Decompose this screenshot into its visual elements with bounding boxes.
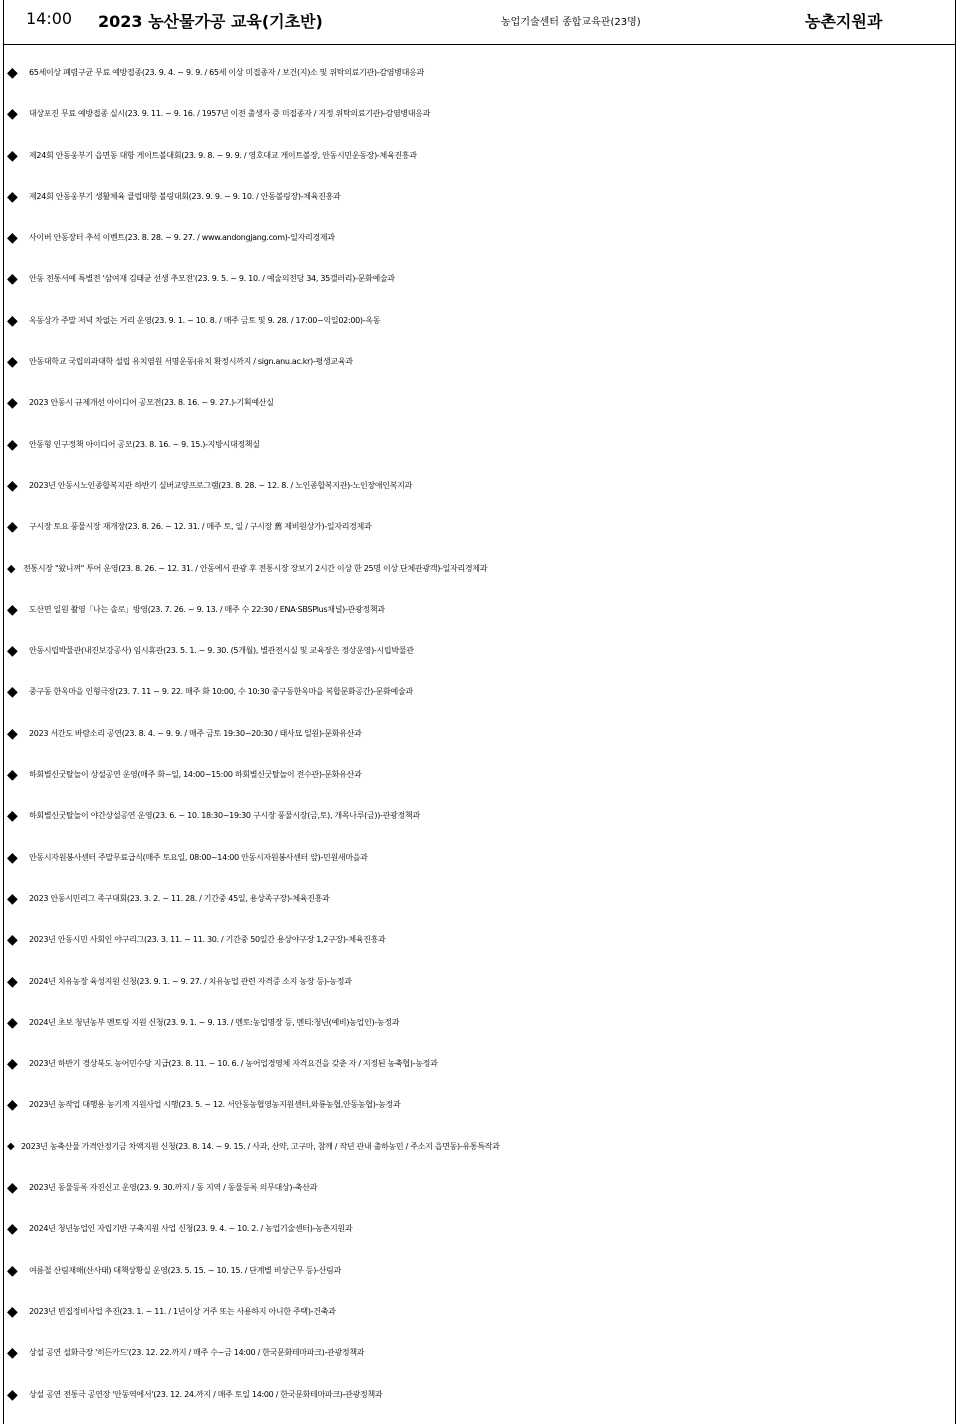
diamond-bullet-icon: ◆ <box>7 561 16 575</box>
list-item-text: 중구동 한옥마을 인형극장(23. 7. 11 ~ 9. 22. 매주 화 10:00, 수 10:30 중구동한옥마을 복합문화공간)-문화예술과 <box>29 687 413 697</box>
header-location: 농업기술센터 종합교육관(23명) <box>501 17 641 28</box>
diamond-bullet-icon: ◆ <box>7 767 18 784</box>
diamond-bullet-icon: ◆ <box>7 519 18 536</box>
list-item <box>0 971 960 1012</box>
list-item <box>0 145 960 186</box>
list-item <box>0 1012 960 1053</box>
list-item <box>0 434 960 475</box>
list-item <box>0 1342 960 1383</box>
diamond-bullet-icon: ◆ <box>7 1014 18 1031</box>
list-item-text: 2024년 청년농업인 자립기반 구축지원 사업 신청(23. 9. 4. ~ 10. 2. / 농업기술센터)-농촌지원과 <box>29 1224 353 1234</box>
list-item <box>0 1218 960 1259</box>
header-title: 2023 농산물가공 교육(기초반) <box>98 12 323 31</box>
diamond-bullet-icon: ◆ <box>7 808 18 825</box>
diamond-bullet-icon: ◆ <box>7 849 18 866</box>
list-item-text: 안동형 인구정책 아이디어 공모(23. 8. 16. ~ 9. 15.)-지방시대정책실 <box>29 439 260 449</box>
list-item <box>0 351 960 392</box>
schedule-header <box>0 0 960 44</box>
list-item-text: 구시장 토요 풍물시장 재개장(23. 8. 26. ~ 12. 31. / 매주 토, 일 / 구시장 舊 제비원상가)-일자리경제과 <box>29 522 372 532</box>
list-item <box>0 1384 960 1425</box>
list-item <box>0 929 960 970</box>
diamond-bullet-icon: ◆ <box>7 312 18 329</box>
list-item-text: 2023년 안동시노인종합복지관 하반기 실버교양프로그램(23. 8. 28. ~ 12. 8. / 노인종합복지관)-노인장애인복지과 <box>29 480 412 490</box>
header-department: 농촌지원과 <box>805 12 883 31</box>
list-item-text: 상설 공연 설화극장 '히든카드'(23. 12. 22.까지 / 매주 수~금 14:00 / 한국문화테마파크)-관광정책과 <box>29 1348 365 1358</box>
diamond-bullet-icon: ◆ <box>7 601 18 618</box>
list-item <box>0 1136 960 1177</box>
list-item <box>0 1260 960 1301</box>
list-item-text: 제24회 안동웅부기 생활체육 클럽대항 볼링대회(23. 9. 9. ~ 9. 10. / 안동볼링장)-체육진흥과 <box>29 191 341 201</box>
list-item <box>0 847 960 888</box>
list-item-text: 2024년 치유농장 육성지원 신청(23. 9. 1. ~ 9. 27. / 치유농업 관련 자격증 소지 농장 등)-농정과 <box>29 976 352 986</box>
list-item-text: 안동시자원봉사센터 주말무료급식(매주 토요일, 08:00~14:00 안동시자원봉사센터 앞)-민원새마을과 <box>29 852 368 862</box>
diamond-bullet-icon: ◆ <box>7 354 18 371</box>
diamond-bullet-icon: ◆ <box>7 1140 15 1152</box>
list-item-text: 옥동상가 주말 저녁 차없는 거리 운영(23. 9. 1. ~ 10. 8. / 매주 금토 및 9. 28. / 17:00~익일02:00)-옥동 <box>29 315 381 325</box>
diamond-bullet-icon: ◆ <box>7 65 18 81</box>
diamond-bullet-icon: ◆ <box>7 271 18 288</box>
diamond-bullet-icon: ◆ <box>7 1056 18 1073</box>
list-item <box>0 1301 960 1342</box>
diamond-bullet-icon: ◆ <box>7 1386 18 1403</box>
list-item-text: 2023 안동시민리그 족구대회(23. 3. 2. ~ 11. 28. / 기간중 45일, 용상족구장)-체육진흥과 <box>29 893 330 903</box>
diamond-bullet-icon: ◆ <box>7 106 18 123</box>
list-item-text: 안동시립박물관(내진보강공사) 임시휴관(23. 5. 1. ~ 9. 30. (5개월), 별관전시실 및 교육장은 정상운영)-시립박물관 <box>29 646 414 656</box>
list-item-text: 2023 서간도 바람소리 공연(23. 8. 4. ~ 9. 9. / 매주 금토 19:30~20:30 / 태사묘 일원)-문화유산과 <box>29 728 362 738</box>
list-item-text: 전통시장 "왔니껴" 투어 운영(23. 8. 26. ~ 12. 31. / 안동에서 관광 후 전통시장 장보기 2시간 이상 한 25명 이상 단체관광객)-일자리경제과 <box>23 563 488 573</box>
list-item-text: 안동대학교 국립의과대학 설립 유치염원 서명운동(유치 확정시까지 / sign.anu.ac.kr)-평생교육과 <box>29 357 353 367</box>
diamond-bullet-icon: ◆ <box>7 684 18 701</box>
diamond-bullet-icon: ◆ <box>7 230 18 247</box>
list-item <box>0 392 960 433</box>
diamond-bullet-icon: ◆ <box>7 973 18 990</box>
diamond-bullet-icon: ◆ <box>7 890 18 907</box>
list-item-text: 안동 전통서예 특별전 '삼여재 김태균 선생 추모전'(23. 9. 5. ~ 9. 10. / 예술의전당 34, 35갤러리)-문화예술과 <box>29 274 395 284</box>
list-item-text: 2023년 안동시민 사회인 야구리그(23. 3. 11. ~ 11. 30. / 기간중 50일간 용상야구장 1,2구장)-체육진흥과 <box>29 935 386 945</box>
diamond-bullet-icon: ◆ <box>7 1303 18 1320</box>
list-item <box>0 681 960 722</box>
list-item <box>0 1053 960 1094</box>
list-item <box>0 1177 960 1218</box>
list-item-text: 2023년 농축산물 가격안정기금 차액지원 신청(23. 8. 14. ~ 9. 15. / 사과, 산약, 고구마, 참깨 / 작년 관내 출하농민 / 주소지 읍면동)-유통특작과 <box>21 1141 500 1151</box>
list-item <box>0 516 960 557</box>
list-item-text: 2023년 하반기 경상북도 농어민수당 지급(23. 8. 11. ~ 10. 6. / 농어업경영체 자격요건을 갖춘 자 / 지정된 농축협)-농정과 <box>29 1059 438 1069</box>
list-item-text: 대상포진 무료 예방접종 실시(23. 9. 11. ~ 9. 16. / 1957년 이전 출생자 중 미접종자 / 지정 위탁의료기관)-감염병대응과 <box>29 109 431 119</box>
diamond-bullet-icon: ◆ <box>7 1221 18 1238</box>
header-time: 14:00 <box>26 9 73 28</box>
list-item <box>0 62 960 103</box>
list-item <box>0 227 960 268</box>
list-item <box>0 640 960 681</box>
list-item-text: 65세이상 폐렴구균 무료 예방접종(23. 9. 4. ~ 9. 9. / 65세 이상 미접종자 / 보건(지)소 및 위탁의료기관)-감염병대응과 <box>29 68 424 77</box>
list-item <box>0 186 960 227</box>
diamond-bullet-icon: ◆ <box>7 1262 18 1279</box>
list-item-text: 도산면 일원 촬영「나는 솔로」방영(23. 7. 26. ~ 9. 13. / 매주 수 22:30 / ENA·SBSPlus채널)-관광정책과 <box>29 604 385 614</box>
diamond-bullet-icon: ◆ <box>7 1097 18 1114</box>
list-item-text: 2023 안동시 규제개선 아이디어 공모전(23. 8. 16. ~ 9. 27.)-기획예산실 <box>29 398 274 408</box>
list-item-text: 제24회 안동웅부기 읍면동 대항 게이트볼대회(23. 9. 8. ~ 9. 9. / 영호대교 게이트볼장, 안동시민운동장)-체육진흥과 <box>29 150 417 160</box>
list-item-text: 2023년 동물등록 자진신고 운영(23. 9. 30.까지 / 동 지역 / 동물등록 의무대상)-축산과 <box>29 1183 318 1193</box>
list-item-text: 상설 공연 전통극 공연장 '안동역에서'(23. 12. 24.까지 / 매주 토일 14:00 / 한국문화테마파크)-관광정책과 <box>29 1389 383 1399</box>
list-item-text: 여름철 산림재해(산사태) 대책상황실 운영(23. 5. 15. ~ 10. 15. / 단계별 비상근무 등)-산림과 <box>29 1265 341 1275</box>
list-item <box>0 268 960 309</box>
diamond-bullet-icon: ◆ <box>7 725 18 742</box>
list-item <box>0 805 960 846</box>
diamond-bullet-icon: ◆ <box>7 436 18 453</box>
list-item-text: 2023년 빈집정비사업 추진(23. 1. ~ 11. / 1년이상 거주 또는 사용하지 아니한 주택)-건축과 <box>29 1306 336 1316</box>
list-item <box>0 475 960 516</box>
diamond-bullet-icon: ◆ <box>7 932 18 949</box>
notice-list <box>0 62 960 1425</box>
diamond-bullet-icon: ◆ <box>7 477 18 494</box>
header-divider <box>4 44 955 45</box>
list-item <box>0 764 960 805</box>
list-item <box>0 723 960 764</box>
list-item <box>0 103 960 144</box>
diamond-bullet-icon: ◆ <box>7 1345 18 1362</box>
list-item-text: 하회별신굿탈놀이 상설공연 운영(매주 화~일, 14:00~15:00 하회별신굿탈놀이 전수관)-문화유산과 <box>29 770 362 780</box>
diamond-bullet-icon: ◆ <box>7 188 18 205</box>
list-item-text: 하회별신굿탈놀이 야간상설공연 운영(23. 6. ~ 10. 18:30~19:30 구시장 풍물시장(금,토), 개목나루(금))-관광정책과 <box>29 811 420 821</box>
list-item-text: 사이버 안동장터 추석 이벤트(23. 8. 28. ~ 9. 27. / www.andongjang.com)-일자리경제과 <box>29 233 335 243</box>
list-item <box>0 599 960 640</box>
list-item <box>0 888 960 929</box>
list-item <box>0 1094 960 1135</box>
diamond-bullet-icon: ◆ <box>7 147 18 164</box>
diamond-bullet-icon: ◆ <box>7 1180 18 1197</box>
diamond-bullet-icon: ◆ <box>7 643 18 660</box>
list-item <box>0 558 960 599</box>
list-item-text: 2024년 초보 청년농부 멘토링 지원 신청(23. 9. 1. ~ 9. 13. / 멘토:농업명장 등, 멘티:청년(예비)농업인)-농정과 <box>29 1017 400 1027</box>
list-item <box>0 310 960 351</box>
list-item-text: 2023년 농작업 대행용 농기계 지원사업 시행(23. 5. ~ 12. 서안동농협영농지원센터,와룡농협,안동농협)-농정과 <box>29 1100 401 1110</box>
diamond-bullet-icon: ◆ <box>7 395 18 412</box>
